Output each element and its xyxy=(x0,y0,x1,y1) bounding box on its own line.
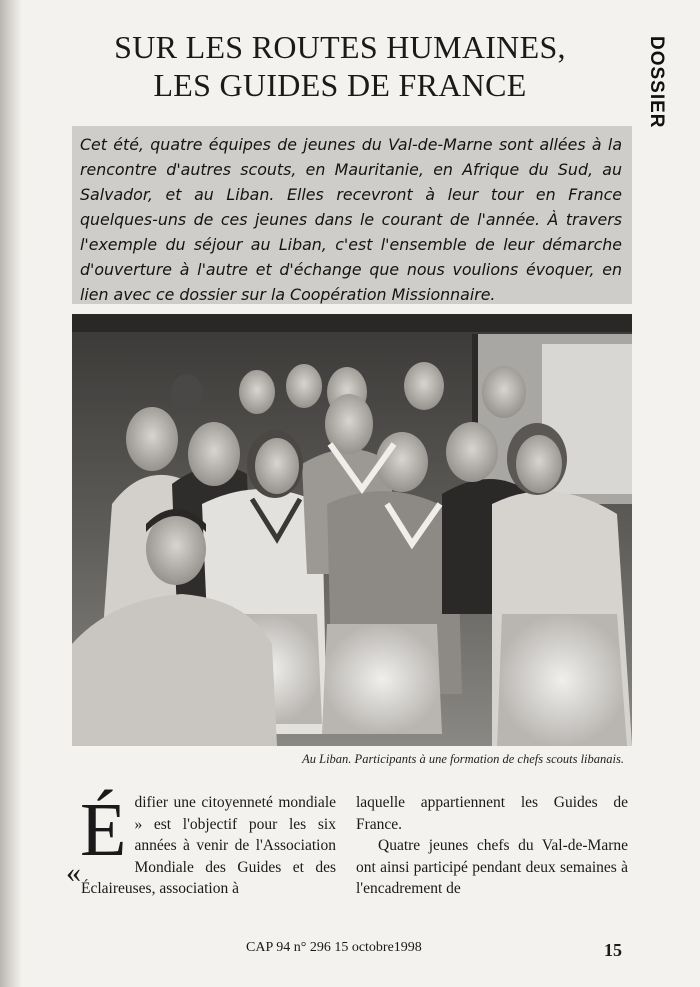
drop-cap: É xyxy=(80,788,127,872)
group-photo xyxy=(72,314,632,746)
body-column-left xyxy=(66,788,336,900)
photo-caption: Au Liban. Participants à une formation de chefs scouts libanais. xyxy=(302,752,624,766)
title-line-2: LES GUIDES DE FRANCE xyxy=(153,67,527,103)
group-photo-drawing xyxy=(72,314,632,746)
footer-issue-info: CAP 94 n° 296 15 octobre1998 xyxy=(246,940,422,955)
title-line-1: SUR LES ROUTES HUMAINES, xyxy=(114,29,566,65)
body-paragraph-1: laquelle appartiennent les Guides de France. xyxy=(356,794,628,833)
body-text-left: difier une citoyenneté mondiale » est l'objectif pour les six années à venir de l'Association Mondiale des Guides et des Éclaireuses, association à xyxy=(81,794,336,897)
page-number: 15 xyxy=(604,940,622,960)
opening-quote: « xyxy=(66,856,81,889)
intro-box: Cet été, quatre équipes de jeunes du Val-de-Marne sont allées à la rencontre d'autres scouts, en Mauritanie, en Afrique du Sud, au Salvador, et au Liban. Elles recevront à leur tour en France quelques-uns de ces jeunes dans le courant de l'année. À travers l'exemple du séjour au Liban, c'est l'ensemble de leur démarche d'ouverture à l'autre et d'échange que nous voulions évoquer, en lien avec ce dossier sur la Coopération Missionnaire. xyxy=(72,126,632,304)
page-edge-shadow xyxy=(0,0,22,987)
body-paragraph-2: Quatre jeunes chefs du Val-de-Marne ont ainsi participé pendant deux semaines à l'encadrement de xyxy=(356,837,628,897)
section-tag: DOSSIER xyxy=(646,36,667,129)
article-title xyxy=(70,28,610,104)
body-column-right xyxy=(356,792,628,900)
